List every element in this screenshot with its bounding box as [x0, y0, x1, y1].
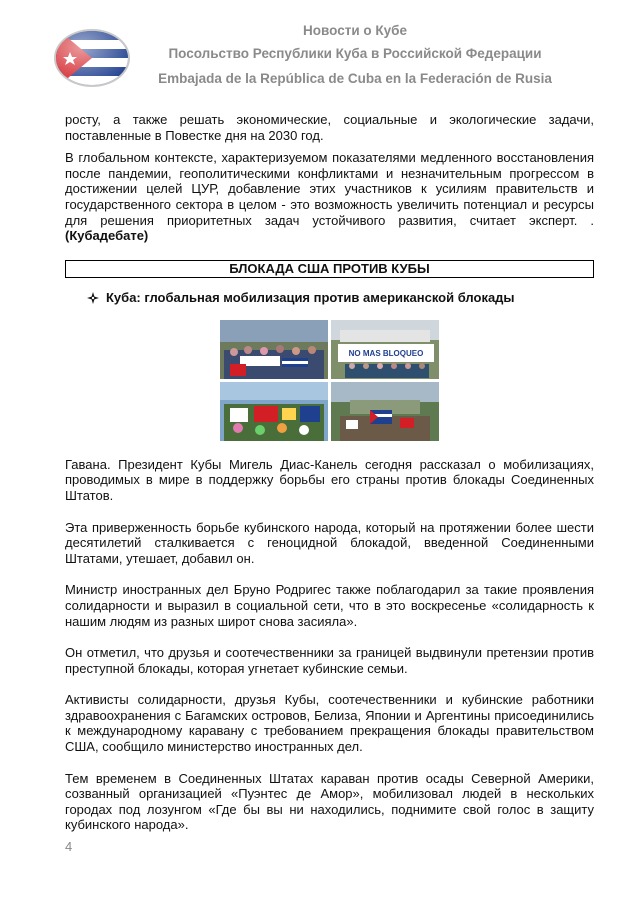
- paragraph: Активисты солидарности, друзья Кубы, соотечественники и кубинские работники здравоохранения с Багамских островов, Белиза, Японии и Аргентины присоединились к международному каравану с требованием прекращения блокады правительством США, сообщило министерство иностранных дел.: [65, 692, 594, 755]
- source-label: (Кубадебате): [65, 228, 149, 244]
- photo-collage: [220, 320, 439, 441]
- document-body: [65, 112, 594, 833]
- header-title: Новости о Кубе: [303, 23, 407, 38]
- header-embassy-ru: Посольство Республики Куба в Российской Федерации: [168, 46, 542, 61]
- page-number: 4: [65, 839, 73, 854]
- paragraph: [65, 150, 594, 244]
- article-title: [65, 290, 594, 306]
- paragraph: Эта приверженность борьбе кубинского народа, который на протяжении более шести десятилетий сталкивается с геноцидной блокадой, введенной Соединенными Штатами, утешает, добавил он.: [65, 519, 594, 566]
- diamond-bullet-icon: [87, 292, 99, 304]
- banner-text: NO MAS BLOQUEO: [348, 348, 424, 358]
- paragraph: Он отметил, что друзья и соотечественники за границей выдвинули претензии против преступной блокады, которая угнетает кубинские семьи.: [65, 645, 594, 676]
- paragraph: Тем временем в Соединенных Штатах караван против осады Северной Америки, созванный организацией «Пуэнтес де Амор», мобилизовал людей в нескольких городах под лозунгом «Где бы вы ни находились, поднимите свой голос в защиту кубинского народа».: [65, 770, 594, 833]
- document-header: [0, 0, 642, 100]
- section-heading: БЛОКАДА США ПРОТИВ КУБЫ: [65, 260, 594, 278]
- paragraph: Министр иностранных дел Бруно Родригес также поблагодарил за такие проявления солидарности и выразил в социальной сети, что в это воскресенье «солидарность к нашим людям из разных широт снова засияла».: [65, 582, 594, 629]
- header-embassy-es: Embajada de la República de Cuba en la Federación de Rusia: [158, 71, 552, 86]
- paragraph-text: В глобальном контексте, характеризуемом показателями медленного восстановления после пандемии, геополитическими конфликтами и незначительным прогрессом в достижении целей ЦУР, добавление этих участников к усилиям правительств и государственного сектора в целом - это возможность увеличить потенциал и ресурсы для решения приоритетных задач устойчивого развития, считает эксперт. .: [65, 150, 594, 228]
- article-title-text: Куба: глобальная мобилизация против американской блокады: [106, 289, 515, 305]
- paragraph: росту, а также решать экономические, социальные и экологические задачи, поставленные в Повестке дня на 2030 год.: [65, 112, 594, 143]
- paragraph: Гавана. Президент Кубы Мигель Диас-Канель сегодня рассказал о мобилизациях, проводимых в мире в поддержку борьбы его страны против блокады Соединенных Штатов.: [65, 456, 594, 503]
